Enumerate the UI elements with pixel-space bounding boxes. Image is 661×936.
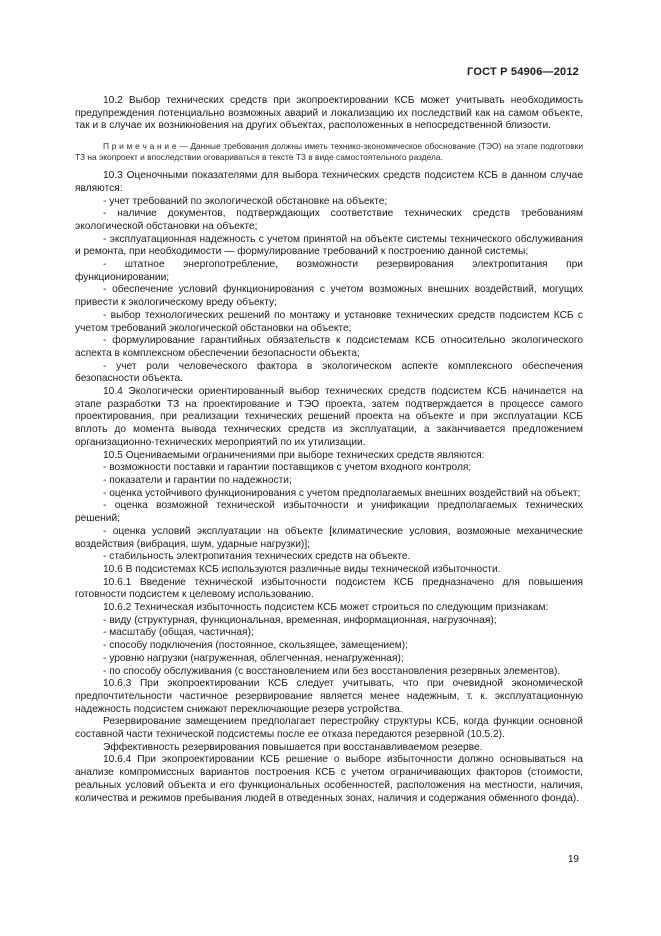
paragraph: 10.6.2 Техническая избыточность подсистем КСБ может строиться по следующим признакам: (103, 602, 549, 614)
paragraph: 10.3 Оценочными показателями для выбора технических средств подсистем КСБ в данном случае являются: (75, 170, 583, 194)
paragraph: 10.2 Выбор технических средств при экопроектировании КСБ может учитывать необходимость предупреждения потенциально возможных аварий и локализацию их последствий как на самом объекте, так и в случае их возникновения на других объектах, расположенных в непосредственной близости. (75, 95, 583, 132)
paragraph: - формулирование гарантийных обязательств к подсистемам КСБ относительно экологического аспекта в комплексном обеспечении безопасности объекта; (75, 335, 583, 359)
paragraph: - масштабу (общая, частичная); (103, 627, 254, 639)
paragraph: - оценка условий эксплуатации на объекте [климатические условия, возможные механические воздействия (вибрация, шум, ударные нагрузки)]; (75, 525, 583, 550)
paragraph: - оценка устойчивого функционирования с учетом предполагаемых внешних воздействий на объект; (103, 487, 581, 499)
paragraph: 10.6 В подсистемах КСБ используются различные виды технической избыточности. (103, 563, 501, 575)
paragraph: - наличие документов, подтверждающих соответствие технических средств требованиям экологической обстановки на объекте; (75, 208, 583, 232)
paragraph: - способу подключения (постоянное, скользящее, замещением); (103, 640, 408, 652)
page-number: 19 (567, 854, 579, 865)
paragraph: - по способу обслуживания (с восстановлением или без восстановления резервных элементов). (103, 665, 561, 677)
document-body (75, 95, 583, 805)
paragraph: - уровню нагрузки (нагруженная, облегченная, ненагруженная); (103, 652, 404, 664)
paragraph: 10.6.3 При экопроектировании КСБ следует учитывать, что при очевидной экономической предпочтительности частичное резервирование является менее надежным, т. к. эксплуатационную надежность подсистем снижают переключающие резерв устройства. (75, 678, 583, 715)
document-code: ГОСТ Р 54906—2012 (467, 66, 579, 78)
paragraph: - оценка возможной технической избыточности и унификации предполагаемых технических решений; (75, 500, 583, 525)
paragraph: - показатели и гарантии по надежности; (103, 474, 292, 486)
paragraph: - выбор технологических решений по монтажу и установке технических средств подсистем КСБ с учетом требований экологической обстановки на объекте; (75, 309, 583, 334)
paragraph: - возможности поставки и гарантии поставщиков с учетом входного контроля; (103, 462, 472, 474)
paragraph: Резервирование замещением предполагает перестройку структуры КСБ, когда функции основной составной части технической подсистемы после ее отказа передаются резервной (10.5.2). (75, 716, 583, 741)
paragraph: 10.4 Экологически ориентированный выбор технических средств подсистем КСБ начинается на этапе разработки ТЗ на проектирование и ТЭО проекта, затем подтверждается в процессе самого проектирования, при реализации технических решений проекта на объекте и при эксплуатации КСБ вплоть до момента вывода технических средств из эксплуатации, а заканчивается предложением организационно-технических мероприятий по их утилизации. (75, 386, 583, 448)
paragraph: - виду (структурная, функциональная, временная, информационная, нагрузочная); (103, 614, 497, 626)
paragraph: - обеспечение условий функционирования с учетом возможных внешних воздействий, могущих привести к экологическому вреду объекту; (75, 284, 583, 309)
paragraph: - эксплуатационная надежность с учетом принятой на объекте системы технического обслуживания и ремонта, при необходимости — формулирование требований к построению данной системы; (75, 233, 583, 258)
paragraph: 10.5 Оцениваемыми ограничениями при выборе технических средств являются: (103, 449, 485, 461)
paragraph: 10.6.1 Введение технической избыточности подсистем КСБ предназначено для повышения готовности подсистем к целевому использованию. (75, 576, 583, 601)
paragraph: 10.6.4 При экопроектировании КСБ решение о выборе избыточности должно основываться на анализе компромиссных вариантов построения КСБ с учетом ограничивающих факторов (стоимости, реальных условий объекта и его функциональных особенностей, расположения на местности, наличия, количества и режимов пребывания людей в отведенных зонах, наличия и содержания обменного фонда). (75, 754, 583, 804)
paragraph: - учет требований по экологической обстановке на объекте; (103, 195, 388, 207)
paragraph: - штатное энергопотребление, возможности резервирования электропитания при функционировании; (75, 259, 583, 283)
paragraph: - учет роли человеческого фактора в экологическом аспекте комплексного обеспечения безопасности объекта. (75, 360, 583, 385)
note-paragraph: П р и м е ч а н и е — Данные требования должны иметь технико-экономическое обоснование (ТЭО) на этапе подготовки ТЗ на экопроект и впоследствии оговариваться в тексте ТЗ в виде самостоятельного раздела. (75, 141, 583, 163)
paragraph: Эффективность резервирования повышается при восстанавливаемом резерве. (103, 741, 483, 753)
paragraph: - стабильность электропитания технических средств на объекте. (103, 551, 411, 563)
